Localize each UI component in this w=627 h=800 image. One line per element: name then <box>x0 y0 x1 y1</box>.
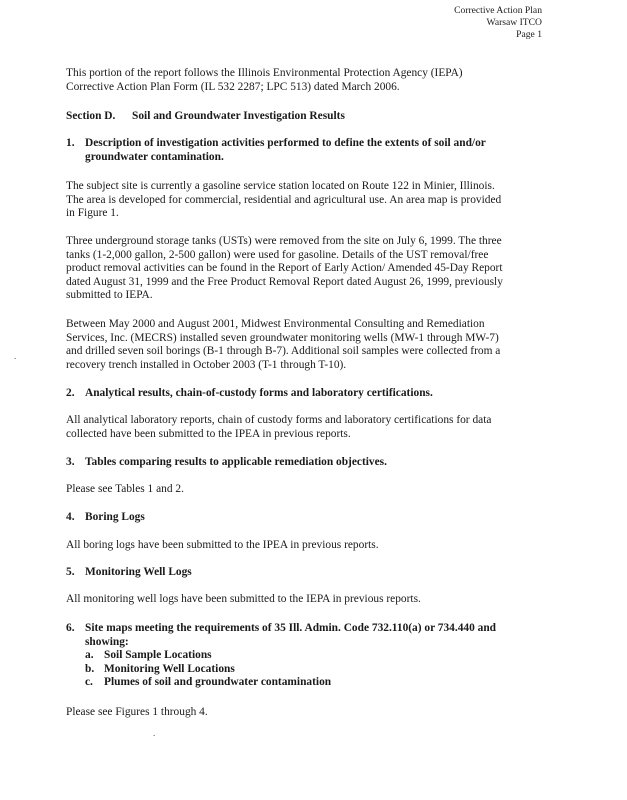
paragraph-well-logs <box>66 593 556 607</box>
item-number: 6. <box>66 622 75 634</box>
text-line: Between May 2000 and August 2001, Midwest Environmental Consulting and Remediation <box>66 318 485 330</box>
item-4-heading <box>66 511 546 525</box>
site-map-sublist <box>85 649 331 690</box>
item-6-heading <box>66 622 546 649</box>
text-line: All boring logs have been submitted to the IPEA in previous reports. <box>66 539 379 551</box>
item-number: 2. <box>66 387 75 399</box>
text-line: Corrective Action Plan Form (IL 532 2287; LPC 513) dated March 2006. <box>66 80 400 93</box>
text-line: product removal activities can be found in the Report of Early Action/ Amended 45-Day Report <box>66 262 503 275</box>
text-line: Services, Inc. (MECRS) installed seven groundwater monitoring wells (MW-1 through MW-7) <box>66 331 499 344</box>
list-text: Monitoring Well Locations <box>104 662 235 675</box>
item-title-continued: showing: <box>85 635 129 648</box>
text-line: collected have been submitted to the IPEA in previous reports. <box>66 427 351 440</box>
text-line: The area is developed for commercial, residential and agricultural use. An area map is provided <box>66 193 502 206</box>
item-1-heading <box>66 137 546 164</box>
text-line: This portion of the report follows the Illinois Environmental Protection Agency (IEPA) <box>66 67 463 79</box>
list-letter: a. <box>85 649 94 661</box>
list-text: Plumes of soil and groundwater contamination <box>104 676 332 689</box>
item-title-continued: groundwater contamination. <box>85 150 224 163</box>
item-3-heading <box>66 456 546 470</box>
item-title: Boring Logs <box>85 511 145 523</box>
text-line: submitted to IEPA. <box>66 289 153 302</box>
text-line: in Figure 1. <box>66 207 119 220</box>
text-line: The subject site is currently a gasoline service station located on Route 122 in Minier, Illinois. <box>66 180 495 192</box>
item-title: Site maps meeting the requirements of 35 Ill. Admin. Code 732.110(a) or 734.440 and <box>85 622 497 634</box>
text-line: tanks (1-2,000 gallon, 2-500 gallon) were used for gasoline. Details of the UST removal/free <box>66 248 489 261</box>
text-line: recovery trench installed in October 2003 (T-1 through T-10). <box>66 358 347 371</box>
item-title: Monitoring Well Logs <box>85 566 192 578</box>
section-label: Section D. <box>66 110 116 122</box>
paragraph-site-description <box>66 180 556 221</box>
item-title: Description of investigation activities performed to define the extents of soil and/or <box>85 137 486 149</box>
list-item <box>85 676 331 690</box>
paragraph-monitoring-wells <box>66 318 556 372</box>
item-number: 3. <box>66 456 75 468</box>
scan-mark: . <box>14 351 17 361</box>
paragraph-boring-logs <box>66 539 556 553</box>
paragraph-ust-removal <box>66 235 556 303</box>
text-line: Please see Figures 1 through 4. <box>66 706 208 718</box>
scan-mark: . <box>153 728 156 738</box>
header-page-number: Page 1 <box>516 29 542 40</box>
paragraph-tables <box>66 483 556 497</box>
text-line: Please see Tables 1 and 2. <box>66 483 184 495</box>
text-line: Three underground storage tanks (USTs) were removed from the site on July 6, 1999. The three <box>66 235 502 247</box>
section-title: Soil and Groundwater Investigation Results <box>132 110 345 122</box>
item-number: 1. <box>66 137 75 149</box>
item-number: 5. <box>66 566 75 578</box>
item-number: 4. <box>66 511 75 523</box>
text-line: All analytical laboratory reports, chain of custody forms and laboratory certifications for data <box>66 414 492 426</box>
list-letter: b. <box>85 662 95 675</box>
header-doc-title: Corrective Action Plan <box>454 5 542 16</box>
item-5-heading <box>66 566 546 580</box>
intro-paragraph <box>66 67 556 94</box>
paragraph-lab-reports <box>66 414 556 441</box>
item-title: Tables comparing results to applicable remediation objectives. <box>85 456 387 468</box>
list-item <box>85 649 331 663</box>
header-site-name: Warsaw ITCO <box>486 17 542 28</box>
section-heading <box>66 110 556 124</box>
item-title: Analytical results, chain-of-custody forms and laboratory certifications. <box>85 387 433 399</box>
text-line: All monitoring well logs have been submitted to the IEPA in previous reports. <box>66 593 421 605</box>
list-item <box>85 663 331 677</box>
page-header <box>454 5 542 41</box>
paragraph-figures <box>66 706 556 720</box>
list-text: Soil Sample Locations <box>104 649 212 661</box>
text-line: and drilled seven soil borings (B-1 through B-7). Additional soil samples were collected from a <box>66 345 501 358</box>
text-line: dated August 31, 1999 and the Free Product Removal Report dated August 26, 1999, previously <box>66 275 503 288</box>
list-letter: c. <box>85 676 93 689</box>
item-2-heading <box>66 387 546 401</box>
